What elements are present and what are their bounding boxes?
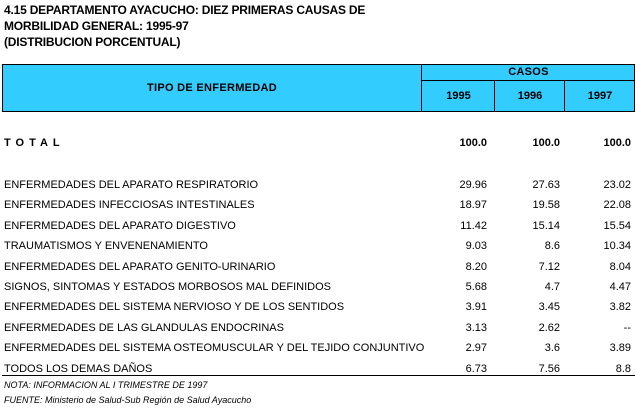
row-value-1995: 8.20 (465, 260, 487, 273)
row-value-1997: -- (623, 321, 631, 334)
row-label: ENFERMEDADES DEL APARATO DIGESTIVO (4, 219, 236, 232)
row-value-1997: 15.54 (603, 219, 631, 232)
row-value-1996: 15.14 (532, 219, 560, 232)
row-value-1995: 9.03 (465, 240, 487, 253)
total-value-1996: 100.0 (532, 137, 560, 149)
title-line-2: MORBILIDAD GENERAL: 1995-97 (4, 19, 189, 33)
row-label: ENFERMEDADES DEL SISTEMA OSTEOMUSCULAR Y DEL TEJIDO CONJUNTIVO (4, 342, 425, 355)
row-value-1995: 5.68 (465, 280, 487, 293)
row-label: ENFERMEDADES DEL APARATO GENITO-URINARIO (4, 260, 276, 273)
row-value-1995: 11.42 (460, 219, 487, 232)
table-row (4, 178, 634, 198)
total-row (4, 137, 634, 151)
fuente-text: FUENTE: Ministerio de Salud-Sub Región de Salud Ayacucho (4, 395, 252, 405)
row-label: SIGNOS, SINTOMAS Y ESTADOS MORBOSOS MAL DEFINIDOS (4, 280, 332, 293)
row-value-1997: 10.34 (603, 240, 631, 253)
title-line-1: 4.15 DEPARTAMENTO AYACUCHO: DIEZ PRIMERAS CAUSAS DE (4, 3, 366, 17)
row-label: ENFERMEDADES DE LAS GLANDULAS ENDOCRINAS (4, 321, 284, 334)
row-value-1996: 7.12 (538, 260, 560, 273)
row-value-1995: 2.97 (465, 342, 487, 355)
row-label: TRAUMATISMOS Y ENVENENAMIENTO (4, 240, 208, 253)
row-label: ENFERMEDADES DEL SISTEMA NERVIOSO Y DE LOS SENTIDOS (4, 301, 345, 314)
row-value-1995: 3.91 (465, 301, 487, 314)
row-label: ENFERMEDADES DEL APARATO RESPIRATORIO (4, 179, 259, 191)
table-row (4, 198, 634, 218)
row-value-1996: 8.6 (544, 240, 560, 253)
row-value-1995: 3.13 (465, 321, 487, 334)
row-label: TODOS LOS DEMAS DAÑOS (4, 362, 153, 375)
bottom-divider (2, 375, 635, 376)
row-value-1996: 2.62 (538, 321, 560, 334)
row-value-1997: 8.04 (609, 260, 631, 273)
header-year-1995: 1995 (421, 81, 495, 111)
table-row (4, 321, 634, 341)
table-row (4, 260, 634, 280)
row-value-1997: 3.82 (609, 301, 631, 314)
header-year-1997: 1997 (564, 81, 635, 111)
row-value-1996: 27.63 (532, 179, 560, 191)
table-body (4, 178, 634, 382)
row-value-1997: 8.8 (615, 362, 631, 375)
row-value-1996: 3.6 (544, 342, 560, 355)
row-value-1997: 22.08 (603, 199, 631, 212)
header-tipo-enfermedad: TIPO DE ENFERMEDAD (146, 82, 278, 94)
table-row (4, 341, 634, 361)
row-value-1995: 6.73 (465, 362, 487, 375)
table-header (2, 64, 635, 112)
row-value-1996: 4.7 (544, 280, 560, 293)
table-row (4, 280, 634, 300)
title-line-3: (DISTRIBUCION PORCENTUAL) (4, 35, 181, 49)
total-value-1997: 100.0 (603, 137, 631, 149)
total-label: TOTAL (4, 137, 65, 149)
header-year-1996: 1996 (494, 81, 565, 111)
header-casos: CASOS (421, 65, 635, 81)
row-value-1996: 7.56 (538, 362, 560, 375)
row-value-1995: 18.97 (459, 199, 487, 212)
row-value-1997: 23.02 (603, 179, 631, 191)
row-value-1997: 3.89 (609, 342, 631, 355)
table-row (4, 239, 634, 259)
table-row (4, 219, 634, 239)
nota-text: NOTA: INFORMACION AL I TRIMESTRE DE 1997 (4, 380, 208, 390)
footnotes (4, 378, 251, 408)
total-value-1995: 100.0 (459, 137, 487, 149)
table-row (4, 300, 634, 320)
row-value-1995: 29.96 (459, 179, 487, 191)
table-title (4, 2, 365, 50)
row-value-1996: 19.58 (532, 199, 560, 212)
row-label: ENFERMEDADES INFECCIOSAS INTESTINALES (4, 199, 255, 212)
row-value-1996: 3.45 (538, 301, 560, 314)
row-value-1997: 4.47 (609, 280, 631, 293)
